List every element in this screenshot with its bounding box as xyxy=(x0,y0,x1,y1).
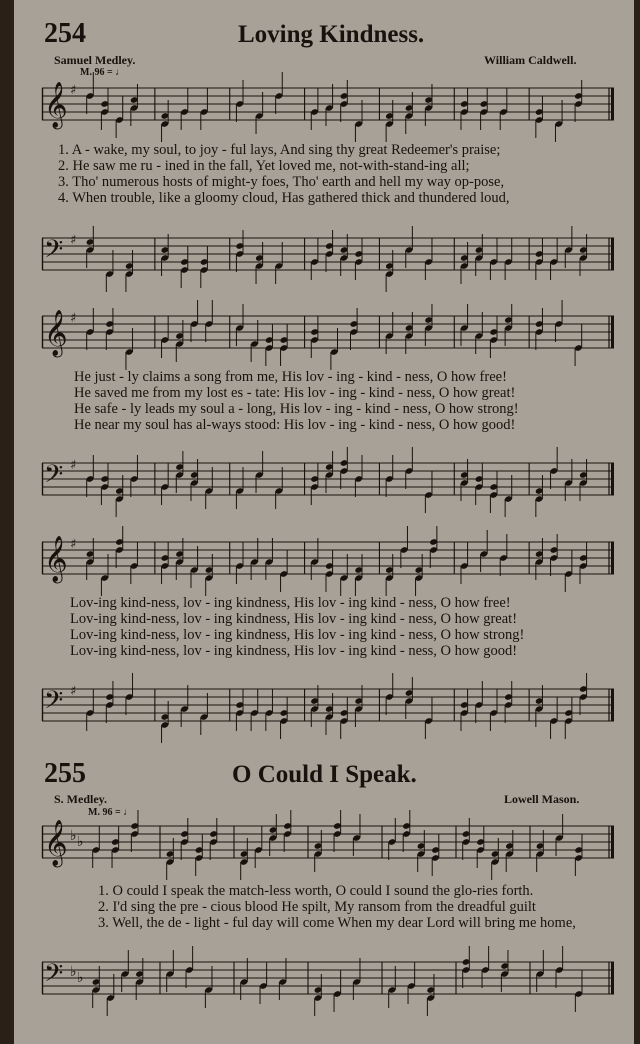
hymn-255-music-credit: Lowell Mason. xyxy=(504,792,580,806)
svg-text:𝄞: 𝄞 xyxy=(44,820,68,866)
lyric-verse-3: He safe - ly leads my soul a - long, His lov - ing - kind - ness, O how strong! xyxy=(74,401,519,417)
staff xyxy=(42,536,614,582)
svg-text:𝄢: 𝄢 xyxy=(44,686,64,721)
svg-text:♯: ♯ xyxy=(70,684,77,699)
lyric-verse-4: He near my soul has al-ways stood: His lov - ing - kind - ness, O how good! xyxy=(74,417,516,433)
svg-text:𝄞: 𝄞 xyxy=(44,536,68,582)
hymnal-page xyxy=(14,0,634,1044)
svg-text:𝄢: 𝄢 xyxy=(44,235,64,270)
svg-text:♯: ♯ xyxy=(70,537,77,552)
lyric-refrain-3: Lov-ing kind-ness, lov - ing kindness, His lov - ing kind - ness, O how strong! xyxy=(70,627,525,643)
svg-text:♭: ♭ xyxy=(70,964,77,980)
svg-text:𝄞: 𝄞 xyxy=(44,82,68,128)
svg-text:♯: ♯ xyxy=(70,311,77,326)
lyric-verse-1: 1. O could I speak the match-less worth, O could I sound the glo-ries forth. xyxy=(98,883,534,899)
hymn-255-tempo: M. 96 = ♩ xyxy=(88,807,134,818)
lyric-verse-2: He saved me from my lost es - tate: His lov - ing - kind - ness, O how great! xyxy=(74,385,516,401)
svg-text:♭: ♭ xyxy=(77,970,84,986)
hymn-254-number: 254 xyxy=(44,18,86,49)
lyric-refrain-1: Lov-ing kind-ness, lov - ing kindness, His lov - ing kind - ness, O how free! xyxy=(70,595,511,611)
lyric-refrain-2: Lov-ing kind-ness, lov - ing kindness, His lov - ing kind - ness, O how great! xyxy=(70,611,518,627)
hymn-254-title: Loving Kindness. xyxy=(238,21,425,48)
svg-text:𝄞: 𝄞 xyxy=(44,310,68,356)
hymn-254-tempo: M. 96 = ♩ xyxy=(80,67,126,78)
svg-text:♯: ♯ xyxy=(70,458,77,473)
lyric-verse-1: He just - ly claims a song from me, His lov - ing - kind - ness, O how free! xyxy=(74,369,507,385)
svg-text:♯: ♯ xyxy=(70,83,77,98)
staff xyxy=(42,233,614,270)
hymn-255-words-credit: S. Medley. xyxy=(54,792,107,806)
hymn-255-title: O Could I Speak. xyxy=(232,761,417,788)
staff xyxy=(42,458,614,495)
hymn-255-number: 255 xyxy=(44,758,86,789)
staff xyxy=(42,959,614,994)
lyric-verse-3: 3. Well, the de - light - ful day will come When my dear Lord will bring me home, xyxy=(98,915,576,931)
lyric-verse-2: 2. I'd sing the pre - cious blood He spilt, My ransom from the dreadful guilt xyxy=(98,899,536,915)
lyric-verse-3: 3. Tho' numerous hosts of might-y foes, Tho' earth and hell my way op-pose, xyxy=(58,174,505,190)
lyric-verse-1: 1. A - wake, my soul, to joy - ful lays, And sing thy great Redeemer's praise; xyxy=(58,142,501,158)
hymn-254-music-credit: William Caldwell. xyxy=(484,53,577,67)
lyric-verse-2: 2. He saw me ru - ined in the fall, Yet loved me, not-with-stand-ing all; xyxy=(58,158,470,174)
hymn-254-words-credit: Samuel Medley. xyxy=(54,53,136,67)
svg-text:𝄢: 𝄢 xyxy=(44,959,64,994)
lyric-refrain-4: Lov-ing kind-ness, lov - ing kindness, His lov - ing kind - ness, O how good! xyxy=(70,643,518,659)
svg-text:♯: ♯ xyxy=(70,233,77,248)
staff xyxy=(42,310,614,356)
svg-text:𝄢: 𝄢 xyxy=(44,460,64,495)
svg-text:♭: ♭ xyxy=(77,834,84,850)
lyric-verse-4: 4. When trouble, like a gloomy cloud, Has gathered thick and thundered loud, xyxy=(58,190,510,206)
svg-text:♭: ♭ xyxy=(70,828,77,844)
staff xyxy=(42,82,614,128)
staff xyxy=(42,820,614,866)
staff xyxy=(42,684,614,721)
